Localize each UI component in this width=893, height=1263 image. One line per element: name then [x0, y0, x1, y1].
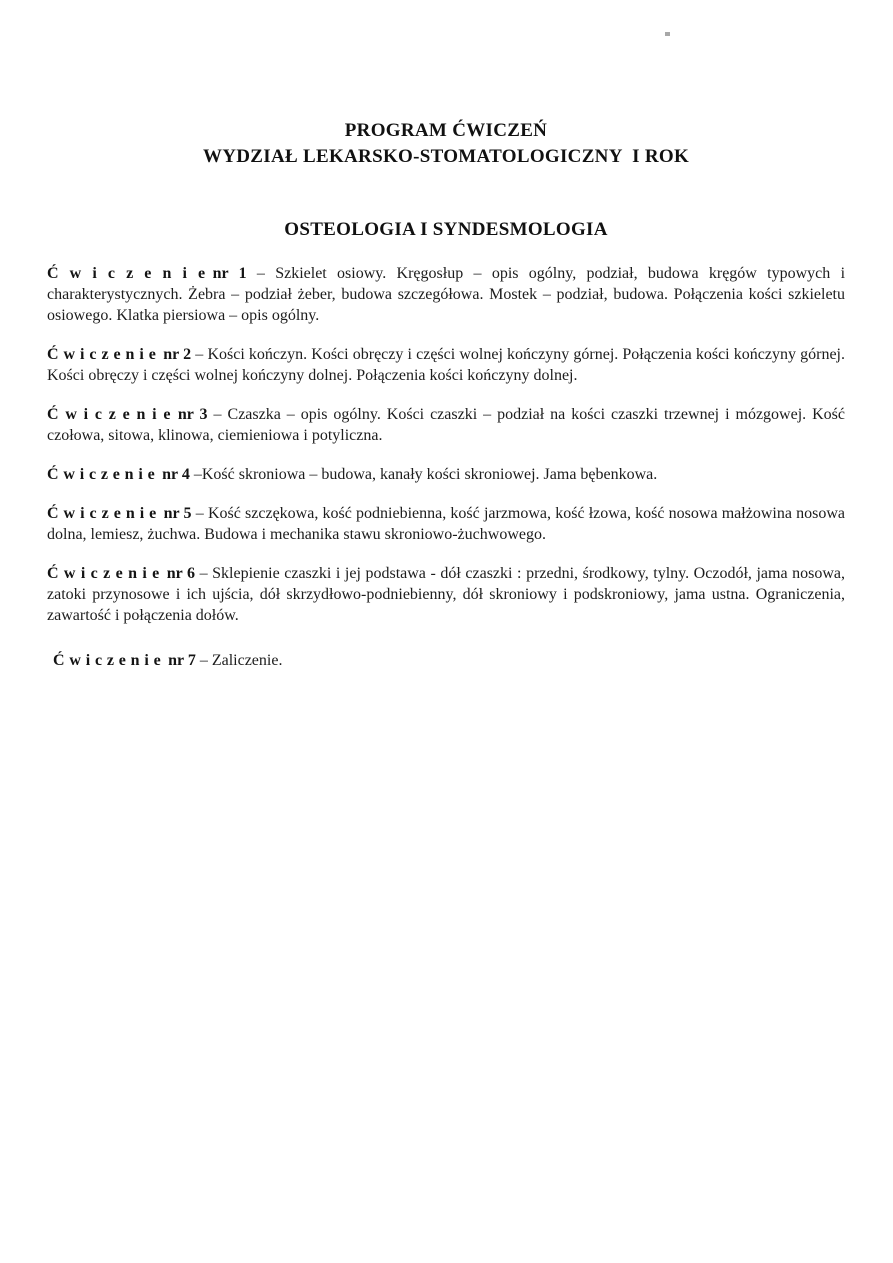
exercise-paragraph-4: [47, 464, 845, 485]
exercise-number: nr 4: [162, 466, 190, 483]
exercise-number: nr 2: [163, 346, 192, 363]
exercise-paragraph-6: [47, 563, 845, 626]
exercise-paragraph-3: [47, 404, 845, 446]
exercise-list: [47, 263, 845, 671]
exercise-text: – Zaliczenie.: [199, 652, 283, 669]
exercise-label: Ć w i c z e n i e: [47, 565, 160, 582]
exercise-label: Ć w i c z e n i e: [53, 652, 162, 669]
exercise-paragraph-5: [47, 503, 845, 545]
exercise-label: Ć w i c z e n i e: [47, 265, 206, 282]
exercise-number: nr 6: [166, 565, 195, 582]
exercise-text: – Kości kończyn. Kości obręczy i części wolnej kończyny górnej. Połączenia kości kończyny górnej. Kości obręczy i części wolnej kończyny dolnej. Połączenia kości kończyny dolnej.: [47, 346, 845, 384]
exercise-label: Ć w i c z e n i e: [47, 406, 171, 423]
exercise-number: nr 7: [168, 652, 196, 669]
exercise-number: nr 5: [163, 505, 192, 522]
exercise-text: – Sklepienie czaszki i jej podstawa - dół czaszki : przedni, środkowy, tylny. Oczodół, jama nosowa, zatoki przynosowe i ich ujścia, dół skrzydłowo-podniebienny, dół skroniowy i podskroniowy, jama ustna. Ograniczenia, zawartość i połączenia dołów.: [47, 565, 846, 624]
exercise-label: Ć w i c z e n i e: [47, 466, 156, 483]
exercise-paragraph-1: [47, 263, 845, 326]
exercise-paragraph-2: [47, 344, 845, 386]
document-header: [47, 118, 845, 170]
exercise-text: – Szkielet osiowy. Kręgosłup – opis ogólny, podział, budowa kręgów typowych i charakterystycznych. Żebra – podział żeber, budowa szczegółowa. Mostek – podział, budowa. Połączenia kości szkieletu osiowego. Klatka piersiowa – opis ogólny.: [47, 265, 846, 324]
section-title: OSTEOLOGIA I SYNDESMOLOGIA: [284, 219, 608, 240]
program-title: PROGRAM ĆWICZEŃ: [344, 120, 548, 141]
exercise-paragraph-7: [47, 650, 845, 671]
exercise-label: Ć w i c z e n i e: [47, 505, 157, 522]
exercise-label: Ć w i c z e n i e: [47, 346, 157, 363]
exercise-text: – Czaszka – opis ogólny. Kości czaszki – podział na kości czaszki trzewnej i mózgowej. Kość czołowa, sitowa, klinowa, ciemieniowa i potyliczna.: [47, 406, 846, 444]
exercise-text: – Kość szczękowa, kość podniebienna, kość jarzmowa, kość łzowa, kość nosowa małżowina nosowa dolna, lemiesz, żuchwa. Budowa i mechanika stawu skroniowo-żuchwowego.: [47, 505, 846, 543]
exercise-text: –Kość skroniowa – budowa, kanały kości skroniowej. Jama bębenkowa.: [193, 466, 658, 483]
exercise-number: nr 1: [212, 265, 247, 282]
exercise-number: nr 3: [177, 406, 208, 423]
faculty-title: WYDZIAŁ LEKARSKO-STOMATOLOGICZNY I ROK: [202, 146, 690, 167]
scan-speck-artifact: [665, 32, 670, 36]
